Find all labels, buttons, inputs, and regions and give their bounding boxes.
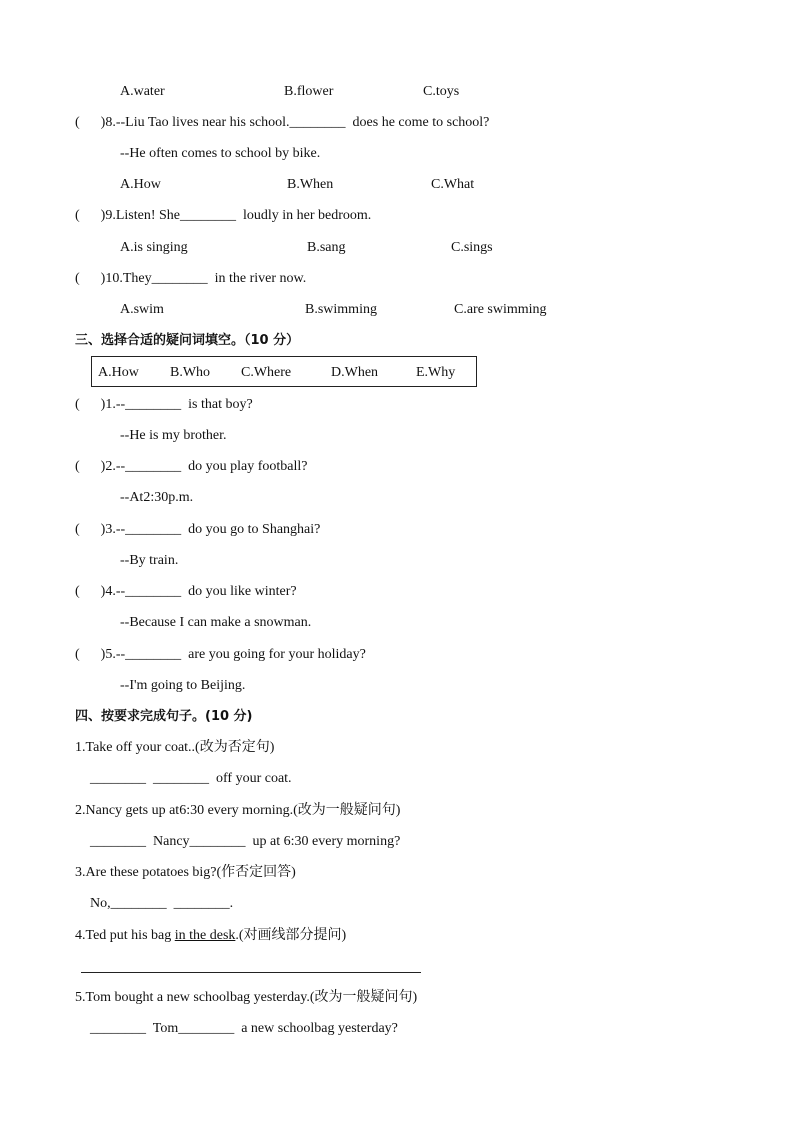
s3-answer-1: --He is my brother. — [120, 428, 227, 443]
word-bank-c: C.Where — [241, 365, 292, 380]
s4-answer-5: ________ Tom________ a new schoolbag yesterday? — [90, 1021, 398, 1036]
s4-answer-1: ________ ________ off your coat. — [90, 771, 292, 786]
q9-option-b: B.sang — [307, 240, 346, 255]
word-bank-d: D.When — [331, 365, 379, 380]
word-bank-e: E.Why — [416, 365, 456, 380]
q10-option-b: B.swimming — [305, 302, 377, 317]
s4-answer-3: No,________ ________. — [90, 896, 234, 911]
word-bank-b: B.Who — [170, 365, 211, 380]
s3-answer-4: --Because I can make a snowman. — [120, 615, 312, 630]
q8-option-b: B.When — [287, 177, 334, 192]
question-8-stem: ( )8.--Liu Tao lives near his school.________ does he come to school? — [75, 115, 490, 130]
question-9-stem: ( )9.Listen! She________ loudly in her bedroom. — [75, 208, 372, 223]
q10-option-c: C.are swimming — [454, 302, 547, 317]
s4-question-5: 5.Tom bought a new schoolbag yesterday.(改为一般疑问句) — [75, 990, 418, 1005]
question-10-stem: ( )10.They________ in the river now. — [75, 271, 307, 286]
q7-option-a: A.water — [120, 84, 165, 99]
section-3-heading: 三、选择合适的疑问词填空。（10 分） — [75, 333, 300, 348]
s4-question-3: 3.Are these potatoes big?(作否定回答) — [75, 865, 296, 880]
s4-question-4-underlined: in the desk — [174, 928, 236, 943]
s3-question-4: ( )4.--________ do you like winter? — [75, 584, 297, 599]
question-8-dialogue: --He often comes to school by bike. — [120, 146, 321, 161]
s3-question-2: ( )2.--________ do you play football? — [75, 459, 308, 474]
q7-option-b: B.flower — [284, 84, 334, 99]
s3-answer-3: --By train. — [120, 553, 179, 568]
s3-question-3: ( )3.--________ do you go to Shanghai? — [75, 522, 321, 537]
q8-option-a: A.How — [120, 177, 161, 192]
s4-question-4 — [75, 927, 346, 945]
q9-option-c: C.sings — [451, 240, 493, 255]
s4-question-1: 1.Take off your coat..(改为否定句) — [75, 740, 275, 755]
q9-option-a: A.is singing — [120, 240, 188, 255]
s4-question-4-post: .(对画线部分提问) — [235, 928, 347, 943]
q10-option-a: A.swim — [120, 302, 164, 317]
s4-question-2: 2.Nancy gets up at6:30 every morning.(改为一般疑问句) — [75, 803, 401, 818]
s3-answer-2: --At2:30p.m. — [120, 490, 194, 505]
q7-option-c: C.toys — [423, 84, 460, 99]
q8-option-c: C.What — [431, 177, 475, 192]
section-4-heading: 四、按要求完成句子。(10 分) — [75, 709, 253, 724]
s4-answer-2: ________ Nancy________ up at 6:30 every morning? — [90, 834, 401, 849]
answer-line — [81, 972, 421, 973]
s3-question-1: ( )1.--________ is that boy? — [75, 397, 253, 412]
s3-answer-5: --I'm going to Beijing. — [120, 678, 246, 693]
s3-question-5: ( )5.--________ are you going for your holiday? — [75, 647, 366, 662]
word-bank-a: A.How — [98, 365, 139, 380]
s4-question-4-pre: 4.Ted put his bag — [75, 928, 175, 943]
